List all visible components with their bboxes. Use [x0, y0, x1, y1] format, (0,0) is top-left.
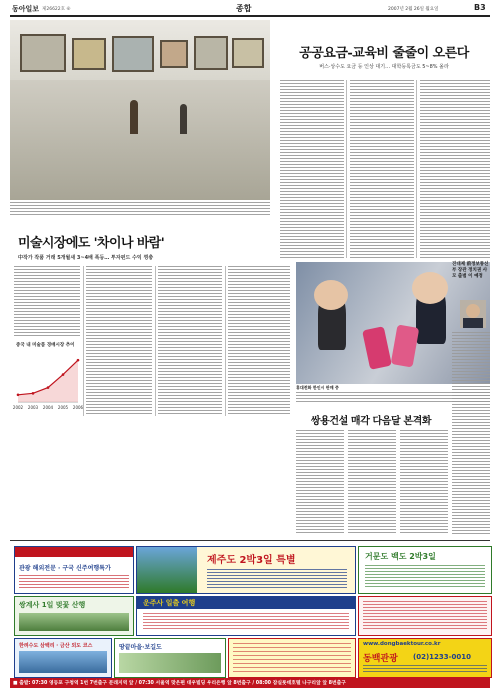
ad-4-text: 쌍계사 1일 벚꽃 산행 — [19, 601, 86, 609]
chart-tick-label: 2003 — [27, 405, 39, 410]
art-market-col2 — [86, 266, 152, 416]
ads-divider — [10, 540, 490, 541]
footer-text: ■ 출발: 07:30 영등포 구청역 1번 7번출구 문래지역 앞 / 07:30 서울역 맞은편 대우빌딩 우리은행 앞 8번출구 / 08:00 잠실롯데호텔 나구리앞 앞 8번출구 — [13, 681, 346, 686]
ssangyong-col1 — [296, 430, 344, 534]
art-market-col3 — [158, 266, 222, 416]
paper-name: 동아일보 — [12, 5, 40, 13]
top-article-col3 — [420, 80, 490, 258]
chart-tick-label: 2004 — [42, 405, 54, 410]
art-market-col4 — [228, 266, 290, 416]
ad-block-6[interactable] — [358, 596, 492, 636]
ad-5-text: 운주사 일출 여행 — [143, 599, 196, 607]
chart-tick-label: 2006 — [72, 405, 84, 410]
ad-6-text: 한려수도 삼백리 · 금산 외도 코스 — [19, 643, 93, 649]
ad-block-2[interactable] — [136, 546, 356, 594]
gallery-photo — [10, 20, 270, 200]
art-market-headline: 미술시장에도 '차이나 바람' — [18, 236, 165, 251]
ad-block-7[interactable] — [14, 638, 112, 678]
chart-point — [77, 359, 80, 362]
ad-1-text: 관광 해외전문 · 구국 신주여행특가 — [19, 565, 111, 572]
chart-area — [18, 360, 78, 402]
ad-block-10[interactable] — [358, 638, 492, 678]
ad-brand: 동백관광 — [363, 654, 398, 664]
chart-caption: 중국 내 미술품 경매시장 추이 — [16, 343, 75, 348]
section-label: 종합 — [236, 4, 252, 13]
chart-point — [32, 392, 35, 395]
ad-block-8[interactable] — [114, 638, 226, 678]
ad-7-text: 땅끝마을·보길도 — [119, 644, 162, 651]
ad-block-1[interactable] — [14, 546, 134, 594]
ssangyong-col2 — [348, 430, 396, 534]
phone-photo-caption-title: 휴대전화 한인시 판매 중 — [296, 385, 339, 390]
right-article-text — [452, 332, 490, 534]
page-number: B3 — [474, 3, 486, 12]
masthead-rule — [10, 15, 490, 17]
chart-point — [62, 373, 65, 376]
ad-block-9[interactable] — [228, 638, 356, 678]
ssangyong-col3 — [400, 430, 448, 534]
right-headline: 진대제 前정보통신부 장관 정치권 사모 출범 이 예정 — [452, 262, 489, 279]
chart-point — [17, 393, 20, 396]
top-article-col2 — [350, 80, 414, 258]
ad-3-text: 거문도 백도 2박3일 — [365, 552, 436, 561]
issue-number: 제26622호 ⑥ — [42, 7, 71, 12]
market-chart — [14, 350, 82, 412]
chart-tick-label: 2002 — [12, 405, 24, 410]
ad-url[interactable]: www.dongbaektour.co.kr — [363, 641, 441, 647]
footer-bar — [10, 678, 490, 688]
chart-point — [47, 386, 50, 389]
top-subhead: 버스·상수도 요금 등 인상 대기… 대학등록금도 5~8% 올라 — [319, 64, 449, 70]
photo-caption — [10, 202, 270, 216]
ad-phone: (02)1233-0010 — [413, 653, 472, 661]
right-portrait — [460, 300, 486, 328]
ssangyong-headline: 쌍용건설 매각 다음달 본격화 — [310, 416, 432, 427]
top-headline: 공공요금-교육비 줄줄이 오른다 — [299, 46, 469, 61]
ad-block-3[interactable] — [358, 546, 492, 594]
top-article-col1 — [280, 80, 344, 258]
ad-2-text: 제주도 2박3일 특별 — [207, 555, 296, 566]
art-market-col1 — [14, 266, 80, 336]
chart-tick-label: 2005 — [57, 405, 69, 410]
ad-block-5[interactable] — [136, 596, 356, 636]
issue-date: 2007년 2월 26일 월요일 — [388, 7, 439, 12]
art-market-subhead: 中작가 작품 거래 5개월새 3~4배 폭등… 투자펀드 수익 껑충 — [18, 255, 154, 261]
ad-block-4[interactable] — [14, 596, 134, 636]
